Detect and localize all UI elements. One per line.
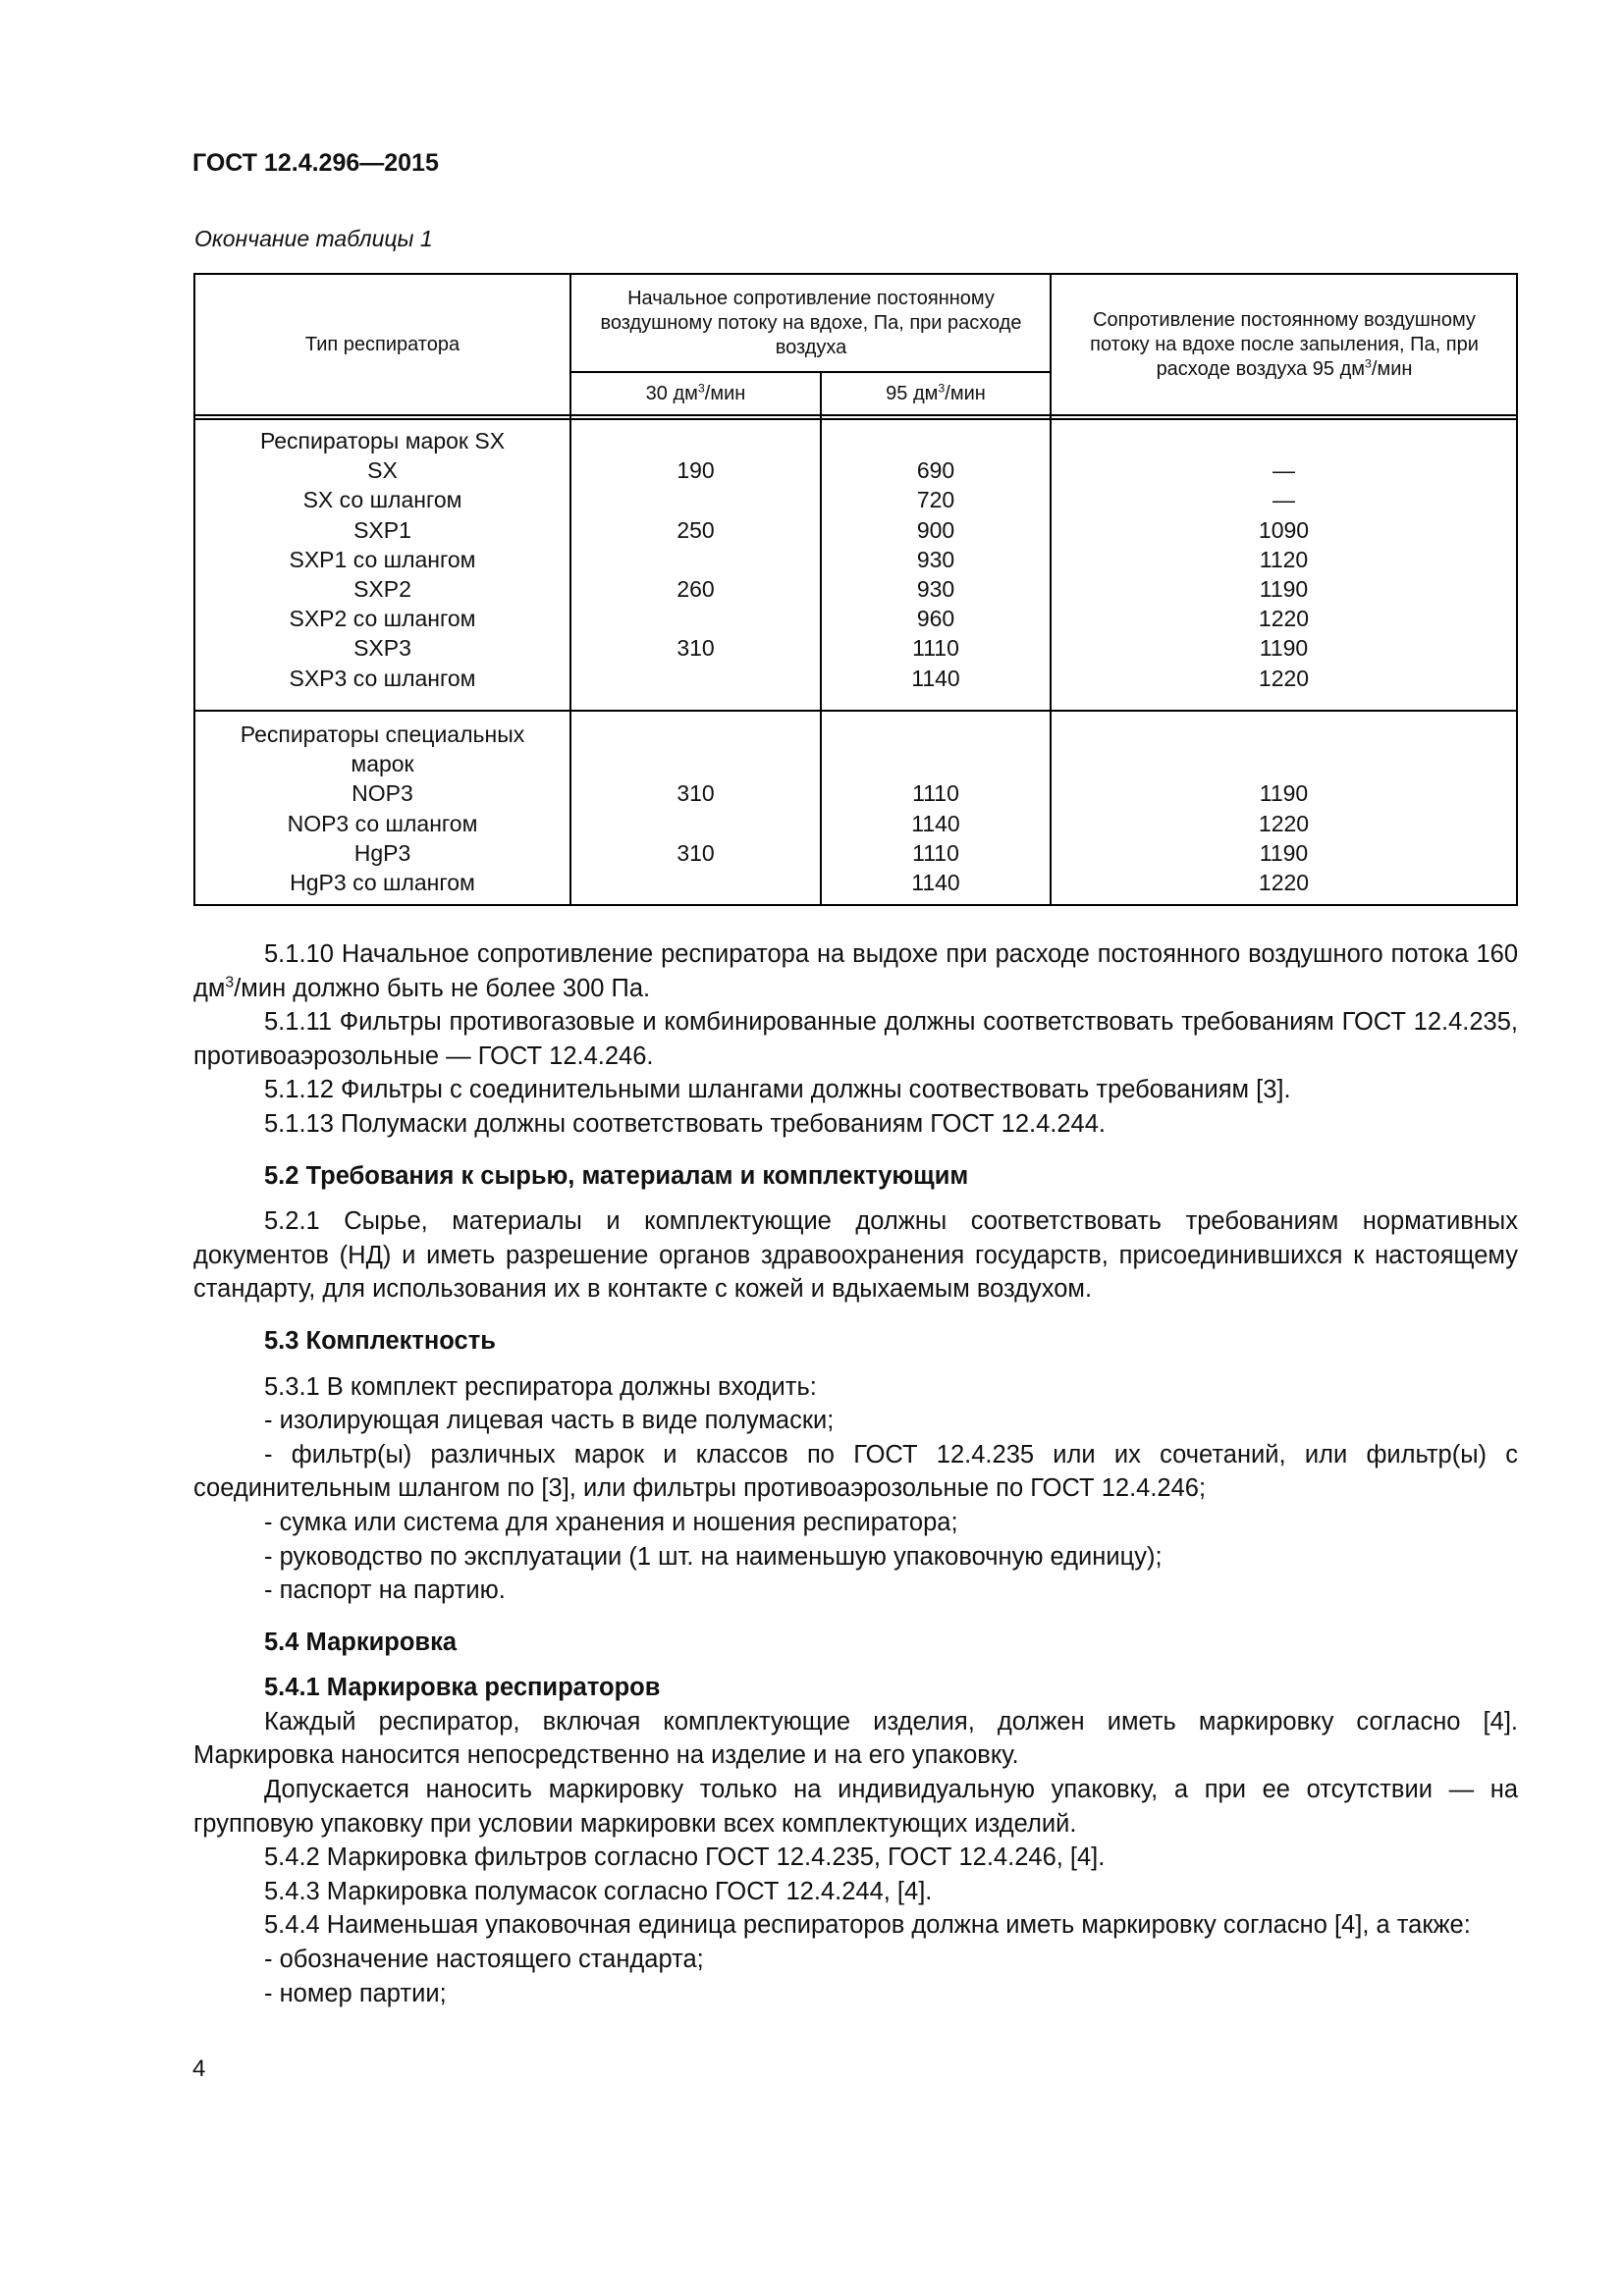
table-cell [571,485,820,514]
header-after-unit: /мин [1371,357,1413,380]
paragraph-5-3-1: 5.3.1 В комплект респиратора должны входить: [264,1372,817,1401]
table-cell: NOP3 [352,780,413,807]
list-item: - сумка или система для хранения и ношения респиратора; [264,1508,958,1536]
table-cell: 1090 [1258,516,1310,543]
table-cell: 1220 [1258,869,1310,895]
paragraph-5-1-10 [193,937,1518,1005]
table-cell: 1220 [1258,606,1310,632]
table-cell: SXP1 [353,516,411,543]
paragraph-5-4-2: 5.4.2 Маркировка фильтров согласно ГОСТ 12.4.235, ГОСТ 12.4.246, [4]. [264,1843,1106,1872]
section-heading-5-3: 5.3 Комплектность [264,1326,496,1355]
table-cell [571,664,820,693]
table-cell: 1190 [1259,575,1309,602]
group1-after-column [1052,426,1516,693]
table-cell: 1190 [1259,780,1309,807]
list-item: - фильтр(ы) различных марок и классов по ГОСТ 12.4.235 или их сочетаний, или фильтр(ы) с соединительным шлангом по [3], или фильтры противоаэрозольные по ГОСТ 12.4.246; [193,1440,1518,1503]
table-cell [571,604,820,633]
table-cell: 1190 [1259,839,1309,866]
paragraph-5-2-1: 5.2.1 Сырье, материалы и комплектующие должны соответствовать требованиям нормативных документов (НД) и иметь разрешение органов здравоохранения государств, присоединившихся к настоящему стандарту, для использования их в контакте с кожей и вдыхаемым воздухом. [193,1207,1518,1304]
resistance-table [193,273,1518,906]
table-cell: SXP3 со шлангом [289,665,476,691]
group1-type-column [195,426,569,693]
table-cell: SXP1 со шлангом [289,546,476,572]
list-item: - паспорт на партию. [264,1576,506,1605]
section-heading-5-4-1: 5.4.1 Маркировка респираторов [264,1674,661,1702]
list-item: - обозначение настоящего стандарта; [264,1946,704,1974]
paragraph-5-4-1b: Допускается наносить маркировку только на индивидуальную упаковку, а при ее отсутствии — на групповую упаковку при условии маркировки всех комплектующих изделий. [193,1776,1518,1838]
table-cell: 1110 [912,780,959,807]
table-cell: 720 [916,487,955,513]
table-cell: SXP2 со шлангом [289,606,476,632]
table-cell: 900 [916,516,955,543]
table-cell: — [1272,457,1295,484]
table-cell: NOP3 со шлангом [287,810,478,836]
header-95-exponent: 3 [938,381,946,396]
table-cell: 1120 [1259,546,1309,572]
paragraph-5-4-1a: Каждый респиратор, включая комплектующие изделия, должен иметь маркировку согласно [4]. Маркировка наносится непосредственно на изделие и на его упаковку. [193,1707,1518,1770]
group2-type-column [195,720,569,897]
table-cell: 1140 [911,869,960,895]
table-cell [571,545,820,574]
page-number: 4 [192,2056,206,2082]
paragraph-5-1-13: 5.1.13 Полумаски должны соответствовать требованиям ГОСТ 12.4.244. [264,1109,1106,1138]
header-30-unit: /мин [704,382,746,404]
header-95-text: 95 дм [886,382,939,404]
table-cell: Респираторы марок SX [259,428,506,454]
group2-95-column [822,720,1050,897]
table-cell: 1110 [912,635,959,662]
table-cell: SX со шлангом [302,487,462,513]
group2-after-column [1052,720,1516,897]
table-cell: SXP3 [353,635,411,662]
table-cell: 1110 [912,839,959,866]
table-cell [571,720,820,749]
table-cell: 690 [916,457,955,484]
table-cell: 250 [677,516,715,543]
list-item: - руководство по эксплуатации (1 шт. на наименьшую упаковочную единицу); [264,1542,1163,1571]
header-95-flow [822,373,1050,414]
header-after-text: Сопротивление постоянному воздушному потоку на вдохе после запыления, Па, при расходе воздуха 95 дм [1090,308,1479,380]
header-95-unit: /мин [945,382,986,404]
table-cell: — [1272,487,1295,513]
table-cell: 1140 [911,665,960,691]
header-type: Тип респиратора [304,333,460,355]
table-cell: 310 [677,780,715,807]
header-after-exponent: 3 [1365,356,1372,371]
group1-95-column [822,426,1050,693]
body-text [193,937,1518,2010]
table-cell [571,868,820,897]
section-heading-5-2: 5.2 Требования к сырью, материалам и комплектующим [264,1161,969,1190]
table-cell: 1220 [1258,810,1310,836]
header-30-exponent: 3 [697,381,705,396]
header-30-text: 30 дм [645,382,698,404]
table-cell [822,720,1050,749]
table-cell: 1190 [1259,635,1309,662]
table-continuation-caption: Окончание таблицы 1 [194,226,433,251]
table-cell: 930 [916,546,955,572]
header-initial-resistance: Начальное сопротивление постоянному воздушному потоку на вдохе, Па, при расходе воздуха [600,287,1022,358]
table-cell: SXP2 [353,575,411,602]
unit-exponent: 3 [225,974,235,991]
group2-30-column [571,720,820,897]
document-id: ГОСТ 12.4.296—2015 [192,149,439,177]
table-cell [1052,720,1516,749]
table-cell [822,749,1050,778]
list-item: - номер партии; [264,1979,447,2007]
paragraph-5-4-4: 5.4.4 Наименьшая упаковочная единица респираторов должна иметь маркировку согласно [4], а также: [264,1911,1471,1940]
table-cell: 1140 [911,810,960,836]
table-cell: HgP3 [353,839,411,866]
table-cell: 930 [916,575,955,602]
table-cell [1052,749,1516,778]
section-heading-5-4: 5.4 Маркировка [264,1628,458,1656]
table-cell: 310 [677,635,715,662]
paragraph-5-4-3: 5.4.3 Маркировка полумасок согласно ГОСТ 12.4.244, [4]. [264,1877,933,1905]
list-item: - изолирующая лицевая часть в виде полумаски; [264,1407,835,1435]
table-cell: SX [367,457,398,484]
table-cell: HgP3 со шлангом [290,869,475,895]
paragraph-5-1-11: 5.1.11 Фильтры противогазовые и комбинированные должны соответствовать требованиям ГОСТ 12.4.235, противоаэрозольные — ГОСТ 12.4.246. [193,1008,1518,1070]
table-cell: 190 [677,457,715,484]
table-cell [571,426,820,455]
header-30-flow [571,373,820,414]
table-cell: марок [351,751,414,777]
table-cell: 310 [677,839,715,866]
table-cell [1052,426,1516,455]
paragraph-text: /мин должно быть не более 300 Па. [234,974,651,1002]
table-cell [571,749,820,778]
paragraph-5-1-12: 5.1.12 Фильтры с соединительными шлангами должны соотвествовать требованиям [3]. [264,1076,1291,1104]
group1-30-column [571,426,820,693]
table-cell: 960 [916,606,955,632]
paragraph-text: 5.1.10 Начальное сопротивление респиратора на выдохе при расходе постоянного воздушного потока 160 дм [193,940,1518,1002]
table-cell: 260 [677,575,715,602]
table-cell: Респираторы специальных [240,721,525,747]
table-cell: 1220 [1258,665,1310,691]
header-after-dusting [1065,275,1503,414]
table-cell [822,426,1050,455]
table-cell [571,809,820,838]
